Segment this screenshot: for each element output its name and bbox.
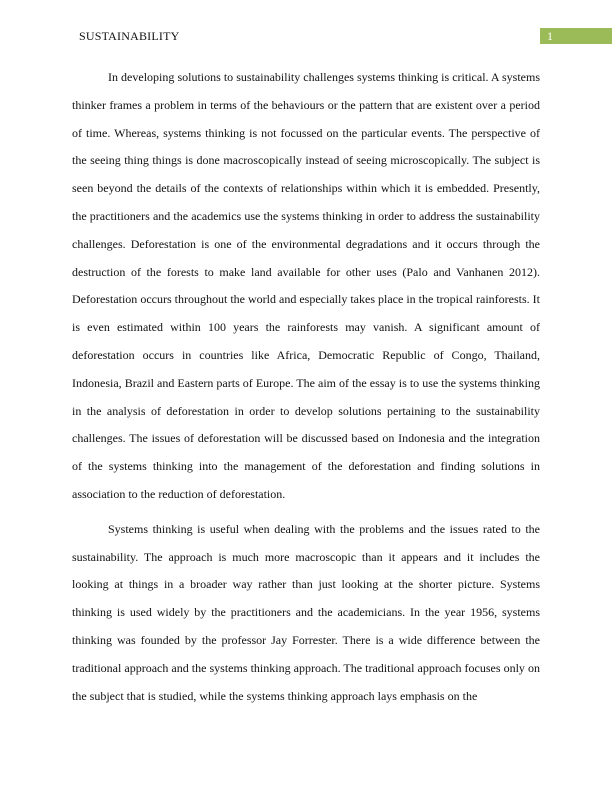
running-head: SUSTAINABILITY: [79, 29, 180, 43]
paragraph-2: Systems thinking is useful when dealing with the problems and the issues rated to the sustainability. The approach is much more macroscopic than it appears and it includes the looking at things in a broader way rather than just looking at the shorter picture. Systems thinking is used widely by the practitioners and the academicians. In the year 1956, systems thinking was founded by the professor Jay Forrester. There is a wide difference between the traditional approach and the systems thinking approach. The traditional approach focuses only on the subject that is studied, while the systems thinking approach lays emphasis on the: [72, 521, 540, 703]
paragraph-1: In developing solutions to sustainability challenges systems thinking is critical. A systems thinker frames a problem in terms of the behaviours or the pattern that are existent over a period of time. Whereas, systems thinking is not focussed on the particular events. The perspective of the seeing thing things is done macroscopically instead of seeing microscopically. The subject is seen beyond the details of the contexts of relationships within which it is embedded. Presently, the practitioners and the academics use the systems thinking in order to address the sustainability challenges. Deforestation is one of the environmental degradations and it occurs through the destruction of the forests to make land available for other uses (Palo and Vanhanen 2012). Deforestation occurs throughout the world and especially takes place in the tropical rainforests. It is even estimated within 100 years the rainforests may vanish. A significant amount of deforestation occurs in countries like Africa, Democratic Republic of Congo, Thailand, Indonesia, Brazil and Eastern parts of Europe. The aim of the essay is to use the systems thinking in the analysis of deforestation in order to develop solutions pertaining to the sustainability challenges. The issues of deforestation will be discussed based on Indonesia and the integration of the systems thinking into the management of the deforestation and finding solutions in association to the reduction of deforestation.: [72, 70, 540, 501]
body-text: [72, 64, 540, 710]
page-number: 1: [547, 29, 553, 43]
page-number-badge: [540, 28, 612, 44]
